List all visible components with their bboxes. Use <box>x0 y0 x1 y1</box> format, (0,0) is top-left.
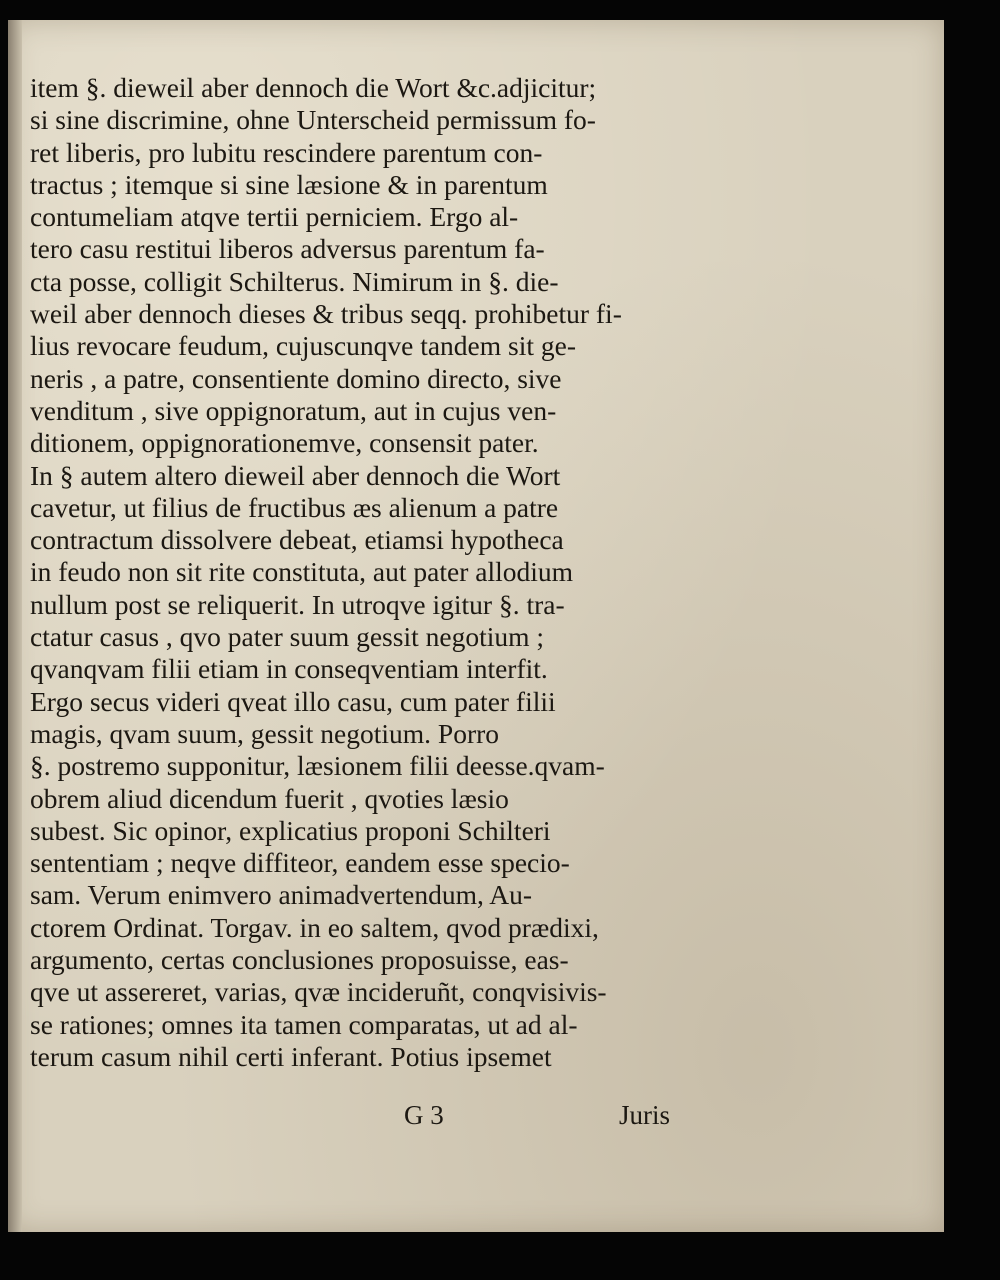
text-line: sam. Verum enimvero animadvertendum, Au- <box>30 879 533 911</box>
text-line: item §. dieweil aber dennoch die Wort &c.adjicitur; <box>30 72 597 103</box>
text-line: cavetur, ut filius de fructibus æs alienum a patre <box>30 491 559 523</box>
text-line: neris , a patre, consentiente domino directo, sive <box>30 362 562 394</box>
text-line: obrem aliud dicendum fuerit , qvoties læsio <box>30 782 509 814</box>
text-line: qve ut assereret, varias, qvæ incideruñt, conqvisivis- <box>30 976 607 1008</box>
body-text <box>30 72 680 1073</box>
catchword: Juris <box>618 1100 670 1130</box>
text-line: contractum dissolvere debeat, etiamsi hypotheca <box>30 524 564 556</box>
text-line: se rationes; omnes ita tamen comparatas, ut ad al- <box>30 1008 578 1040</box>
text-line: In § autem altero dieweil aber dennoch die Wort <box>30 459 561 491</box>
text-line: nullum post se reliquerit. In utroqve igitur §. tra- <box>30 588 565 620</box>
page-footer <box>30 1100 670 1134</box>
text-line: weil aber dennoch dieses & tribus seqq. prohibetur fi- <box>30 298 622 330</box>
text-line: si sine discrimine, ohne Unterscheid permissum fo- <box>30 104 596 136</box>
text-line: ctorem Ordinat. Torgav. in eo saltem, qvod prædixi, <box>30 911 599 943</box>
text-line: in feudo non sit rite constituta, aut pater allodium <box>30 556 574 588</box>
signature-mark: G 3 <box>404 1100 444 1130</box>
text-line: tractus ; itemque si sine læsione & in parentum <box>30 168 548 200</box>
text-line: contumeliam atqve tertii perniciem. Ergo al- <box>30 201 519 233</box>
text-line: tero casu restitui liberos adversus parentum fa- <box>30 233 545 265</box>
page-gutter <box>8 20 22 1232</box>
text-line: lius revocare feudum, cujuscunqve tandem sit ge- <box>30 330 576 362</box>
text-line: venditum , sive oppignoratum, aut in cujus ven- <box>30 394 557 426</box>
text-line: ret liberis, pro lubitu rescindere parentum con- <box>30 136 543 168</box>
text-line: ctatur casus , qvo pater suum gessit negotium ; <box>30 621 545 653</box>
book-page <box>8 20 944 1232</box>
text-line: sententiam ; neqve diffiteor, eandem esse specio- <box>30 847 570 879</box>
text-line: subest. Sic opinor, explicatius proponi Schilteri <box>30 814 551 846</box>
text-line: §. postremo supponitur, læsionem filii deesse.qvam- <box>30 750 605 782</box>
text-line: qvanqvam filii etiam in conseqventiam interfit. <box>30 653 548 685</box>
text-line: magis, qvam suum, gessit negotium. Porro <box>30 717 500 749</box>
text-line: terum casum nihil certi inferant. Potius ipsemet <box>30 1040 552 1072</box>
text-line: Ergo secus videri qveat illo casu, cum pater filii <box>30 685 556 717</box>
text-line: cta posse, colligit Schilterus. Nimirum in §. die- <box>30 265 559 297</box>
text-line: ditionem, oppignorationemve, consensit pater. <box>30 427 539 459</box>
text-line: argumento, certas conclusiones proposuisse, eas- <box>30 944 569 976</box>
